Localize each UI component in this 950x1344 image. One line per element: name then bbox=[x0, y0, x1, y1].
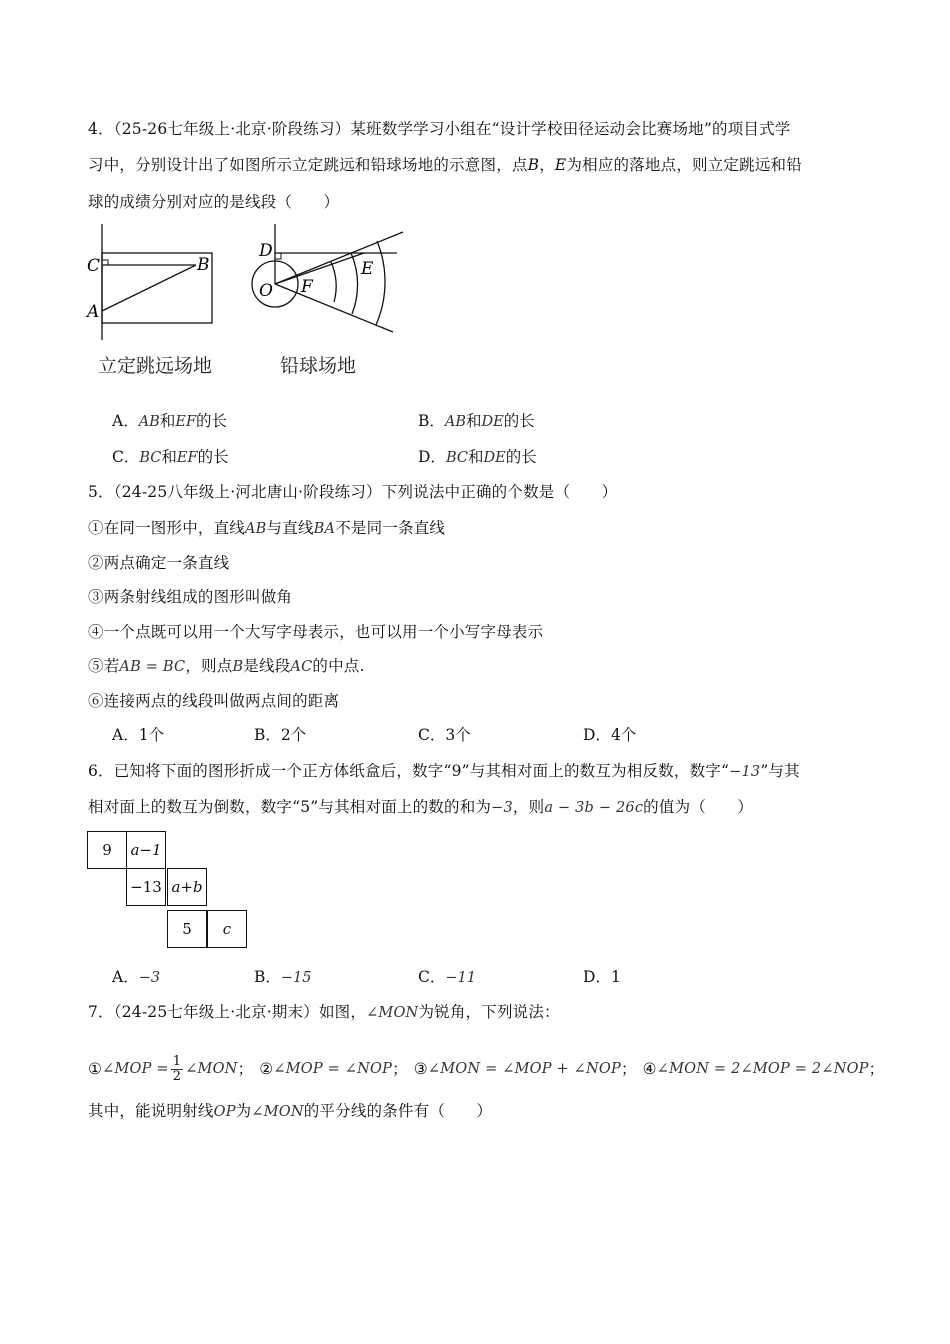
math: AB bbox=[245, 521, 267, 537]
option-letter: D． bbox=[583, 726, 611, 744]
label-b: B bbox=[197, 255, 210, 275]
sector-ray-lower bbox=[275, 284, 393, 332]
option-letter: B． bbox=[254, 968, 281, 986]
net-cell-5: 5 bbox=[167, 910, 207, 948]
option-tail: 的长 bbox=[505, 448, 537, 466]
option-letter: A． bbox=[112, 412, 139, 430]
q7-conditions bbox=[88, 1054, 884, 1084]
text: ”与其 bbox=[760, 762, 800, 780]
label-a: A bbox=[87, 302, 100, 322]
segment-oe bbox=[275, 253, 364, 284]
sep: ； bbox=[868, 1060, 885, 1078]
math: AB = BC bbox=[119, 659, 186, 675]
q4-line-2 bbox=[88, 155, 802, 175]
q4-point-e: E bbox=[554, 156, 567, 174]
text: ，则点 bbox=[185, 657, 233, 675]
q5-text: 下列说法中正确的个数是（ ） bbox=[381, 483, 618, 501]
option-seg-1: BC bbox=[445, 450, 468, 466]
q5-source: （24-25八年级上·河北唐山·阶段练习） bbox=[113, 483, 382, 501]
text: 的中点. bbox=[312, 657, 365, 675]
q4-option-d[interactable] bbox=[418, 447, 537, 468]
q5-option-b[interactable] bbox=[254, 725, 306, 745]
sandpit-rect bbox=[102, 253, 212, 323]
q6-number: 6． bbox=[88, 762, 114, 780]
q5-number: 5． bbox=[88, 483, 114, 501]
numerator: 1 bbox=[172, 1053, 182, 1069]
option-tail: 的长 bbox=[196, 412, 228, 430]
denominator: 2 bbox=[172, 1068, 182, 1084]
option-value: 1个 bbox=[138, 726, 165, 744]
right-angle-mark-2 bbox=[275, 253, 281, 259]
q7-source: （24-25七年级上·北京·期末） bbox=[113, 1003, 319, 1021]
option-letter: D． bbox=[583, 968, 611, 986]
text: 如图， bbox=[318, 1003, 367, 1021]
option-and: 和 bbox=[466, 412, 482, 430]
q4-text-1: 某班数学学习小组在“设计学校田径运动会比赛场地”的项目式学 bbox=[350, 120, 791, 138]
q4-text-3: 球的成绩分别对应的是线段（ ） bbox=[88, 193, 340, 211]
net-cell-minus-13: −13 bbox=[126, 868, 166, 906]
label-c: C bbox=[87, 256, 101, 276]
q5-statement-1 bbox=[88, 518, 445, 539]
net-cell-a-plus-b: a+b bbox=[167, 868, 207, 906]
text: ④ bbox=[642, 1060, 657, 1078]
label-e: E bbox=[361, 259, 374, 279]
option-letter: B． bbox=[254, 726, 281, 744]
net-cell-a-minus-1: a−1 bbox=[126, 831, 166, 869]
text: ① bbox=[88, 1060, 103, 1078]
option-value: −3 bbox=[138, 970, 161, 986]
option-letter: D． bbox=[418, 448, 446, 466]
option-letter: C． bbox=[418, 726, 446, 744]
segment-ab bbox=[102, 265, 196, 311]
option-value: 3个 bbox=[445, 726, 471, 744]
option-letter: A． bbox=[112, 968, 139, 986]
arc-1 bbox=[331, 262, 336, 302]
label-o: O bbox=[259, 281, 273, 301]
q4-line-1 bbox=[88, 119, 791, 139]
q6-option-c[interactable] bbox=[418, 967, 476, 988]
text: ①在同一图形中，直线 bbox=[88, 519, 246, 537]
sep: ； bbox=[620, 1060, 637, 1078]
text: 的平分线的条件有（ ） bbox=[303, 1102, 493, 1120]
label-d: D bbox=[259, 241, 273, 261]
arc-2 bbox=[351, 253, 358, 314]
option-value: 1 bbox=[610, 968, 621, 986]
q4-option-c[interactable] bbox=[112, 447, 229, 468]
option-tail: 的长 bbox=[503, 412, 535, 430]
option-value: −15 bbox=[280, 970, 312, 986]
text: ③ bbox=[413, 1060, 428, 1078]
option-letter: B． bbox=[418, 412, 445, 430]
math: ∠MOP = bbox=[102, 1061, 169, 1077]
text: ，则 bbox=[512, 798, 545, 816]
q6-line-2 bbox=[88, 797, 753, 818]
q4-option-a[interactable] bbox=[112, 411, 227, 432]
shot-put-figure bbox=[245, 222, 410, 342]
text: 为锐角，下列说法： bbox=[418, 1003, 560, 1021]
text: 的值为（ ） bbox=[643, 798, 754, 816]
q7-number: 7． bbox=[88, 1003, 114, 1021]
sep: ； bbox=[392, 1060, 408, 1078]
option-and: 和 bbox=[161, 448, 177, 466]
label-f: F bbox=[301, 277, 313, 297]
q4-source: （25-26七年级上·北京·阶段练习） bbox=[113, 120, 351, 138]
q6-option-b[interactable] bbox=[254, 967, 312, 988]
q6-line-1 bbox=[88, 761, 800, 782]
q4-line-3 bbox=[88, 192, 339, 212]
q5-option-a[interactable] bbox=[112, 725, 164, 745]
q5-statement-4: ④一个点既可以用一个大写字母表示，也可以用一个小写字母表示 bbox=[88, 623, 544, 641]
text: 是线段 bbox=[243, 657, 291, 675]
option-tail: 的长 bbox=[197, 448, 229, 466]
math: AC bbox=[290, 659, 313, 675]
option-seg-1: AB bbox=[444, 414, 467, 430]
q5-line-1 bbox=[88, 482, 617, 502]
text: 为 bbox=[235, 1102, 252, 1120]
math: a − 3b − 26c bbox=[544, 800, 644, 816]
q5-statement-2: ②两点确定一条直线 bbox=[88, 554, 230, 572]
q7-line-1 bbox=[88, 1002, 560, 1023]
math: ∠MON = 2∠MOP = 2∠NOP bbox=[656, 1061, 869, 1077]
math: ∠MOP = ∠NOP bbox=[273, 1061, 393, 1077]
long-jump-figure bbox=[82, 222, 222, 342]
q5-option-d[interactable] bbox=[583, 725, 636, 745]
option-seg-1: BC bbox=[139, 450, 162, 466]
fraction-half bbox=[171, 1055, 183, 1084]
option-value: −11 bbox=[445, 970, 476, 986]
q4-text-2b: 为相应的落地点，则立定跳远和铅 bbox=[566, 156, 802, 174]
option-seg-2: EF bbox=[176, 450, 198, 466]
q4-option-b[interactable] bbox=[418, 411, 535, 432]
text: 不是同一条直线 bbox=[335, 519, 446, 537]
option-and: 和 bbox=[159, 412, 176, 430]
math: ∠MON bbox=[185, 1061, 238, 1077]
option-seg-2: DE bbox=[481, 414, 504, 430]
math: BA bbox=[313, 521, 336, 537]
q4-point-b: B bbox=[527, 156, 540, 174]
text: ② bbox=[259, 1060, 274, 1078]
math: −3 bbox=[491, 800, 513, 816]
q5-option-c[interactable] bbox=[418, 725, 471, 745]
q5-statement-5 bbox=[88, 656, 365, 677]
option-value: 2个 bbox=[280, 726, 307, 744]
right-angle-mark bbox=[102, 260, 108, 265]
math: ∠MON = ∠MOP + ∠NOP bbox=[427, 1061, 621, 1077]
option-letter: C． bbox=[418, 968, 446, 986]
q6-option-d[interactable] bbox=[583, 967, 621, 987]
sector-ray-upper bbox=[275, 232, 403, 284]
text: 已知将下面的图形折成一个正方体纸盒后，数字“9”与其相对面上的数互为相反数，数字“ bbox=[113, 762, 730, 780]
q7-line-3 bbox=[88, 1101, 492, 1122]
option-letter: C． bbox=[112, 448, 140, 466]
option-seg-2: EF bbox=[175, 414, 197, 430]
option-letter: A． bbox=[112, 726, 139, 744]
shot-put-caption: 铅球场地 bbox=[280, 355, 357, 377]
math: OP bbox=[213, 1104, 236, 1120]
math: −13 bbox=[729, 764, 761, 780]
q4-text-2a: 习中，分别设计出了如图所示立定跳远和铅球场地的示意图，点 bbox=[88, 156, 528, 174]
net-cell-9: 9 bbox=[87, 831, 127, 869]
option-and: 和 bbox=[467, 448, 484, 466]
text: 与直线 bbox=[266, 519, 314, 537]
sep: ； bbox=[237, 1060, 254, 1078]
math: ∠MON bbox=[366, 1005, 419, 1021]
long-jump-caption: 立定跳远场地 bbox=[98, 355, 213, 377]
option-value: 4个 bbox=[610, 726, 637, 744]
text: ⑤若 bbox=[88, 657, 120, 675]
q6-option-a[interactable] bbox=[112, 967, 160, 988]
q5-statement-6: ⑥连接两点的线段叫做两点间的距离 bbox=[88, 692, 340, 710]
option-seg-2: DE bbox=[483, 450, 506, 466]
text: 相对面上的数互为倒数，数字“5”与其相对面上的数的和为 bbox=[88, 798, 492, 816]
q4-number: 4． bbox=[88, 120, 114, 138]
q4-sep: ， bbox=[539, 156, 555, 174]
math: ∠MON bbox=[251, 1104, 304, 1120]
q5-statement-3: ③两条射线组成的图形叫做角 bbox=[88, 588, 293, 606]
math: B bbox=[232, 659, 244, 675]
net-cell-c: c bbox=[207, 910, 247, 948]
text: 其中，能说明射线 bbox=[88, 1102, 214, 1120]
option-seg-1: AB bbox=[138, 414, 160, 430]
